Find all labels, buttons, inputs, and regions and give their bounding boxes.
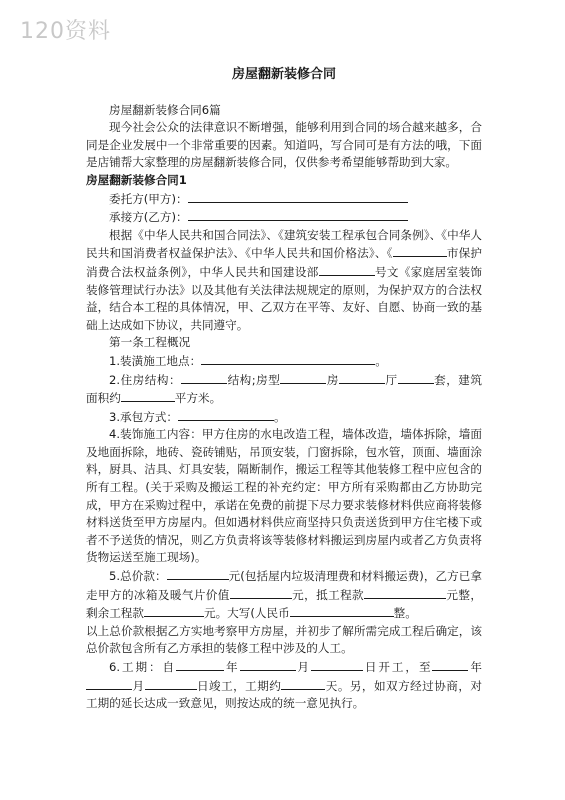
item-5-note: 以上总价款根据乙方实地考察甲方房屋，并初步了解所需完成工程后确定，该总价款包含所有乙方承担的装修工程中涉及的人工。 <box>86 623 482 656</box>
item-2-text-e: 套，建筑面积约 <box>86 372 482 406</box>
item-2-text-c: 房 <box>326 372 339 387</box>
item-2-text-f: 平方米。 <box>174 391 222 406</box>
item-1-end: 。 <box>375 353 387 368</box>
party-a-line <box>86 190 482 209</box>
document-title: 房屋翻新装修合同 <box>231 67 336 82</box>
item-5-text-d: 元整，剩余工程款 <box>86 587 482 621</box>
start-year-blank <box>176 658 224 671</box>
item-6-text-c: 月 <box>295 660 311 674</box>
unit-blank <box>398 371 434 384</box>
item-3-label: 3.承包方式： <box>109 409 179 424</box>
item-5-text-f: 整。 <box>393 606 417 621</box>
document-subtitle: 房屋翻新装修合同6篇 <box>109 102 221 117</box>
remaining-amount-blank <box>144 604 204 617</box>
item-6-text-e: 年 <box>468 660 482 674</box>
contract-mode-blank <box>178 408 274 421</box>
basis-text-3: 号文《家庭居室装饰装修管理试行办法》以及其他有关法律法规规定的原则，为保护双方的合法权益，结合本工程的具体情况，甲、乙双方在平等、友好、自愿、协商一致的基础上达成如下协议，共同遵守。 <box>86 264 482 332</box>
site-address-blank <box>201 352 375 365</box>
party-b-blank <box>188 208 408 221</box>
item-5-label: 5.总价款： <box>109 569 167 584</box>
item-6-text-g: 日竣工，工期约 <box>196 678 282 693</box>
basis-text-2: 市保护消费合法权益条例》，中华人民共和国建设部 <box>86 246 482 279</box>
basis-text-1: 根据《中华人民共和国合同法》、《建筑安装工程承包合同条例》、《中华人民共和国消费者权益保护法》、《中华人民共和国价格法》、《 <box>86 227 482 261</box>
hall-blank <box>339 371 385 384</box>
appliance-value-blank <box>230 586 292 599</box>
area-blank <box>121 389 175 402</box>
item-6-text-h: 天。另，如双方经过协商，对工期的延长达成一致意见，则按达成的统一意见执行。 <box>86 678 482 711</box>
end-day-blank <box>145 677 197 690</box>
total-price-blank <box>167 567 229 580</box>
party-a-blank <box>188 190 408 203</box>
item-1-line <box>86 352 482 371</box>
item-3-end: 。 <box>274 409 286 424</box>
watermark-logo: 120资料 <box>20 19 111 44</box>
item-2-text-d: 厅 <box>384 372 398 387</box>
item-3-line <box>86 408 482 427</box>
amount-in-words-blank <box>290 604 394 617</box>
item-6-text-b: 年 <box>224 660 240 674</box>
item-5-text-b: 元(包括屋内垃圾清理费和材料搬运费)，乙方已拿走甲方的冰箱及暖气片价值 <box>86 569 482 602</box>
item-5-text-c: 元，抵工程款 <box>291 587 365 602</box>
item-6-paragraph <box>86 658 482 713</box>
item-2-label: 2.住房结构： <box>109 372 182 387</box>
end-month-blank <box>86 677 132 690</box>
basis-paragraph <box>86 227 482 335</box>
intro-paragraph: 现今社会公众的法律意识不断增强，能够利用到合同的场合越来越多，合同是企业发展中一个非常重要的因素。知道吗，写合同可是有方法的哦，下面是店铺帮大家整理的房屋翻新装修合同，仅供参考希望能够帮助到大家。 <box>86 120 482 170</box>
article-heading: 第一条工程概况 <box>109 335 191 350</box>
item-5-paragraph <box>86 567 482 623</box>
document-page <box>86 62 482 713</box>
item-6-text-f: 月 <box>132 678 145 693</box>
doc-number-blank <box>319 263 375 276</box>
section-heading: 房屋翻新装修合同1 <box>86 172 187 187</box>
party-b-line <box>86 208 482 227</box>
duration-days-blank <box>281 677 325 690</box>
item-4-paragraph: 4.装饰施工内容：甲方住房的水电改造工程，墙体改造，墙体拆除，墙面及地面拆除，地砖、瓷砖铺贴，吊顶安装，门窗拆除，包水管，顶面、墙面涂料，厨具、洁具、灯具安装，隔断制作，搬运工程等其他装修工程中应包含的所有工程。(关于采购及搬运工程的补充约定：甲方所有采购都由乙方协助完成，甲方在采购过程中，承诺在免费的前提下尽力要求装修材料供应商将装修材料送货至甲方房屋内。但如遇材料供应商坚持只负责送货到甲方住宅楼下或者不予送货的情况，则乙方负责将该等装修材料搬运到房屋内或者乙方负责将货物运送至施工现场)。 <box>86 427 482 565</box>
city-blank <box>393 244 447 257</box>
start-month-blank <box>240 658 296 671</box>
party-a-label: 委托方(甲方)： <box>109 191 188 206</box>
item-1-label: 1.装潢施工地点： <box>109 353 202 368</box>
item-6-text-d: 日开工，至 <box>362 660 433 674</box>
item-6-label: 6.工期：自 <box>109 660 177 674</box>
item-2-line <box>86 371 482 408</box>
start-day-blank <box>311 658 363 671</box>
room-blank <box>280 371 326 384</box>
end-year-blank <box>432 658 468 671</box>
structure-blank <box>181 371 227 384</box>
offset-amount-blank <box>364 586 446 599</box>
party-b-label: 承接方(乙方)： <box>109 210 188 225</box>
item-5-text-e: 元。大写(人民币 <box>203 606 290 621</box>
item-2-text-b: 结构;房型 <box>227 372 281 387</box>
